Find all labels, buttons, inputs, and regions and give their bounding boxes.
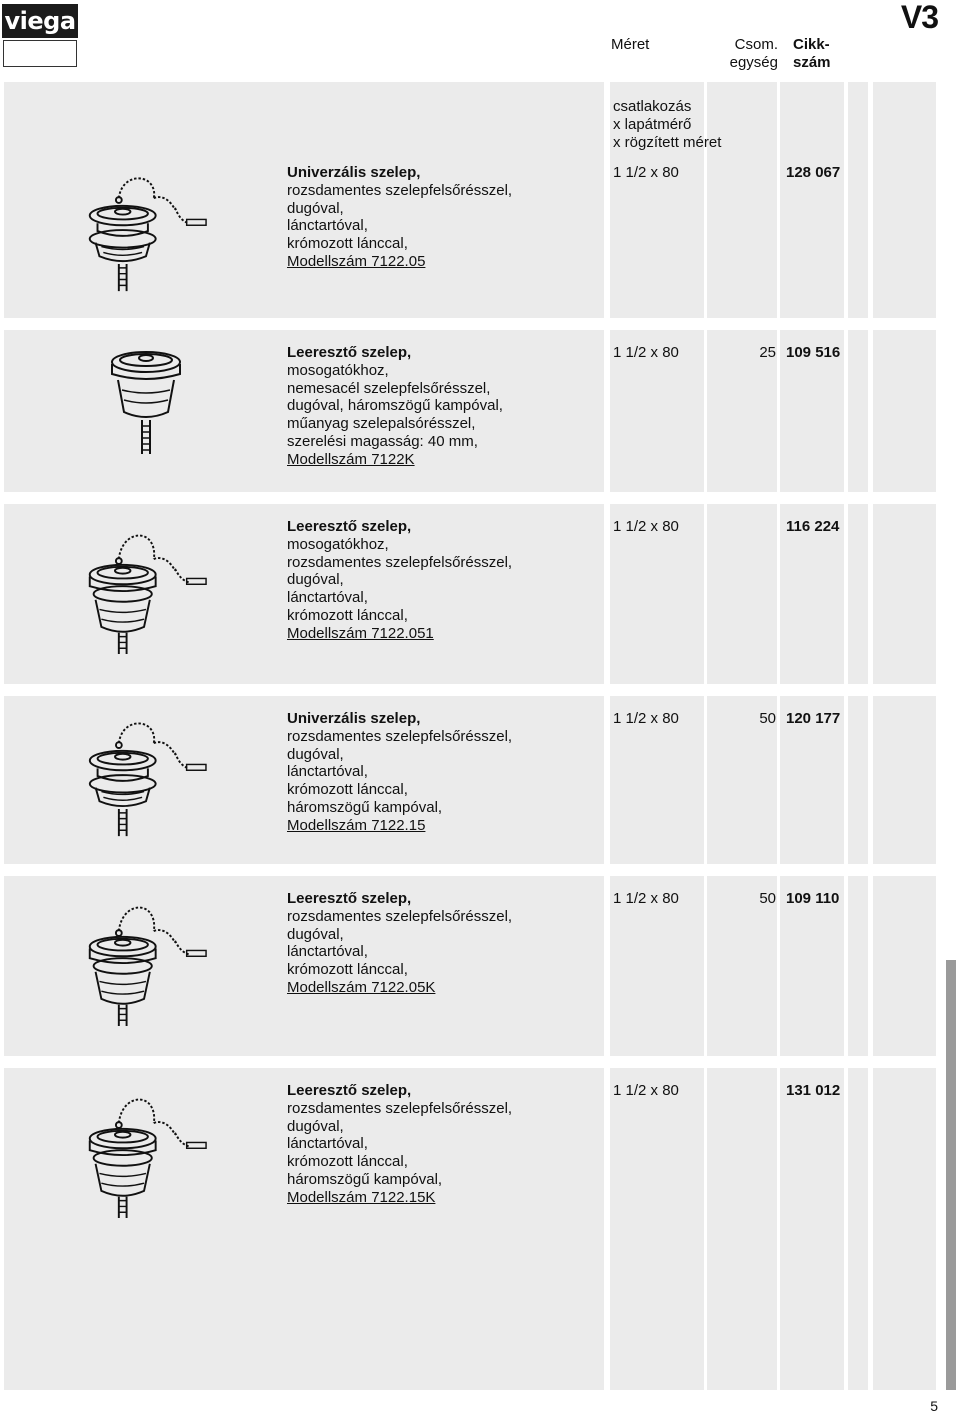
product-description	[287, 710, 607, 835]
product-title: Leeresztő szelep,	[287, 890, 412, 907]
product-title: Univerzális szelep,	[287, 710, 421, 727]
product-title: Univerzális szelep,	[287, 164, 421, 181]
product-size: 1 1/2 x 80	[613, 518, 679, 535]
column-header-size: Méret	[611, 36, 650, 53]
product-description	[287, 164, 607, 271]
product-detail-line: dugóval,	[287, 925, 344, 943]
product-model-link[interactable]: Modellszám 7122.15K	[287, 1188, 436, 1206]
chain-drain-valve-icon	[82, 900, 208, 1030]
product-detail-line: rozsdamentes szelepfelsőrésszel,	[287, 553, 513, 571]
column-header-article-line1: Cikk-	[793, 36, 830, 53]
product-description	[287, 1082, 607, 1207]
product-model-link[interactable]: Modellszám 7122.05K	[287, 978, 436, 996]
product-detail-line: lánctartóval,	[287, 589, 368, 607]
product-model-link[interactable]: Modellszám 7122.05	[287, 252, 426, 270]
dimension-note	[613, 98, 721, 151]
cell-article	[780, 1068, 844, 1390]
product-detail-line: lánctartóval,	[287, 1135, 368, 1153]
cell-article	[780, 82, 844, 318]
product-model-link[interactable]: Modellszám 7122.15	[287, 816, 426, 834]
cell-extra	[873, 82, 936, 318]
product-detail-line: háromszögű kampóval,	[287, 1170, 443, 1188]
product-model-link[interactable]: Modellszám 7122.051	[287, 624, 434, 642]
chain-drain-valve-icon	[82, 718, 208, 838]
cell-extra	[848, 696, 868, 864]
product-row	[4, 504, 936, 684]
page-number: 5	[930, 1398, 938, 1414]
cell-unit	[707, 1068, 777, 1390]
note-line: csatlakozás	[613, 98, 692, 115]
product-unit: 50	[759, 710, 776, 727]
product-size: 1 1/2 x 80	[613, 344, 679, 361]
product-detail-line: szerelési magasság: 40 mm,	[287, 432, 478, 450]
note-line: x lapátmérő	[613, 115, 692, 133]
logo-text: viega	[4, 7, 76, 35]
product-description	[287, 890, 607, 997]
product-article-number: 116 224	[786, 518, 840, 535]
logo-box	[3, 40, 77, 67]
product-detail-line: krómozott lánccal,	[287, 961, 408, 979]
product-detail-line: dugóval,	[287, 745, 344, 763]
page-code: V3	[900, 0, 938, 35]
product-size: 1 1/2 x 80	[613, 710, 679, 727]
product-size: 1 1/2 x 80	[613, 164, 679, 181]
note-line: x rögzített méret	[613, 133, 722, 151]
cell-size	[610, 1068, 704, 1390]
product-detail-line: rozsdamentes szelepfelsőrésszel,	[287, 727, 513, 745]
product-detail-line: nemesacél szelepfelsőrésszel,	[287, 379, 491, 397]
product-detail-line: dugóval, háromszögű kampóval,	[287, 397, 503, 415]
product-detail-line: lánctartóval,	[287, 217, 368, 235]
chain-drain-valve-icon	[82, 528, 208, 658]
cell-extra	[848, 876, 868, 1056]
product-article-number: 109 516	[786, 344, 841, 361]
column-header-unit-line1: Csom.	[734, 36, 778, 53]
product-row	[4, 696, 936, 864]
cell-extra	[873, 330, 936, 492]
cell-unit	[707, 504, 777, 684]
product-detail-line: mosogatókhoz,	[287, 361, 389, 379]
cell-extra	[848, 504, 868, 684]
product-model-link[interactable]: Modellszám 7122K	[287, 450, 415, 468]
product-detail-line: krómozott lánccal,	[287, 606, 408, 624]
product-description	[287, 518, 607, 643]
cell-extra	[848, 330, 868, 492]
product-title: Leeresztő szelep,	[287, 344, 412, 361]
viega-logo	[2, 4, 78, 38]
product-detail-line: krómozott lánccal,	[287, 781, 408, 799]
product-detail-line: dugóval,	[287, 199, 344, 217]
product-detail-line: lánctartóval,	[287, 943, 368, 961]
column-header-unit-line2: egység	[729, 53, 778, 71]
chain-drain-valve-icon	[82, 1090, 208, 1224]
product-unit: 25	[759, 344, 776, 361]
cell-extra	[873, 696, 936, 864]
column-header-unit	[712, 36, 778, 72]
cell-extra	[873, 1068, 936, 1390]
product-detail-line: mosogatókhoz,	[287, 535, 389, 553]
product-detail-line: rozsdamentes szelepfelsőrésszel,	[287, 1099, 513, 1117]
product-detail-line: krómozott lánccal,	[287, 1153, 408, 1171]
drain-valve-icon	[104, 350, 188, 456]
product-detail-line: rozsdamentes szelepfelsőrésszel,	[287, 181, 513, 199]
product-row	[4, 82, 936, 318]
product-detail-line: dugóval,	[287, 1117, 344, 1135]
product-row	[4, 1068, 936, 1390]
product-row	[4, 876, 936, 1056]
cell-extra	[873, 876, 936, 1056]
product-size: 1 1/2 x 80	[613, 890, 679, 907]
product-unit: 50	[759, 890, 776, 907]
product-detail-line: dugóval,	[287, 571, 344, 589]
chain-drain-valve-icon	[82, 172, 208, 294]
cell-extra	[848, 1068, 868, 1390]
product-title: Leeresztő szelep,	[287, 1082, 412, 1099]
column-header-article	[793, 36, 831, 72]
product-detail-line: háromszögű kampóval,	[287, 798, 443, 816]
cell-extra	[848, 82, 868, 318]
product-detail-line: krómozott lánccal,	[287, 235, 408, 253]
product-article-number: 131 012	[786, 1082, 841, 1099]
side-tab-marker	[946, 960, 956, 1390]
product-size: 1 1/2 x 80	[613, 1082, 679, 1099]
product-detail-line: rozsdamentes szelepfelsőrésszel,	[287, 907, 513, 925]
product-article-number: 109 110	[786, 890, 840, 907]
product-title: Leeresztő szelep,	[287, 518, 412, 535]
product-description	[287, 344, 607, 469]
cell-extra	[873, 504, 936, 684]
product-article-number: 128 067	[786, 164, 841, 181]
product-row	[4, 330, 936, 492]
product-article-number: 120 177	[786, 710, 841, 727]
product-detail-line: műanyag szelepalsórésszel,	[287, 415, 476, 433]
column-header-article-line2: szám	[793, 53, 831, 71]
product-detail-line: lánctartóval,	[287, 763, 368, 781]
